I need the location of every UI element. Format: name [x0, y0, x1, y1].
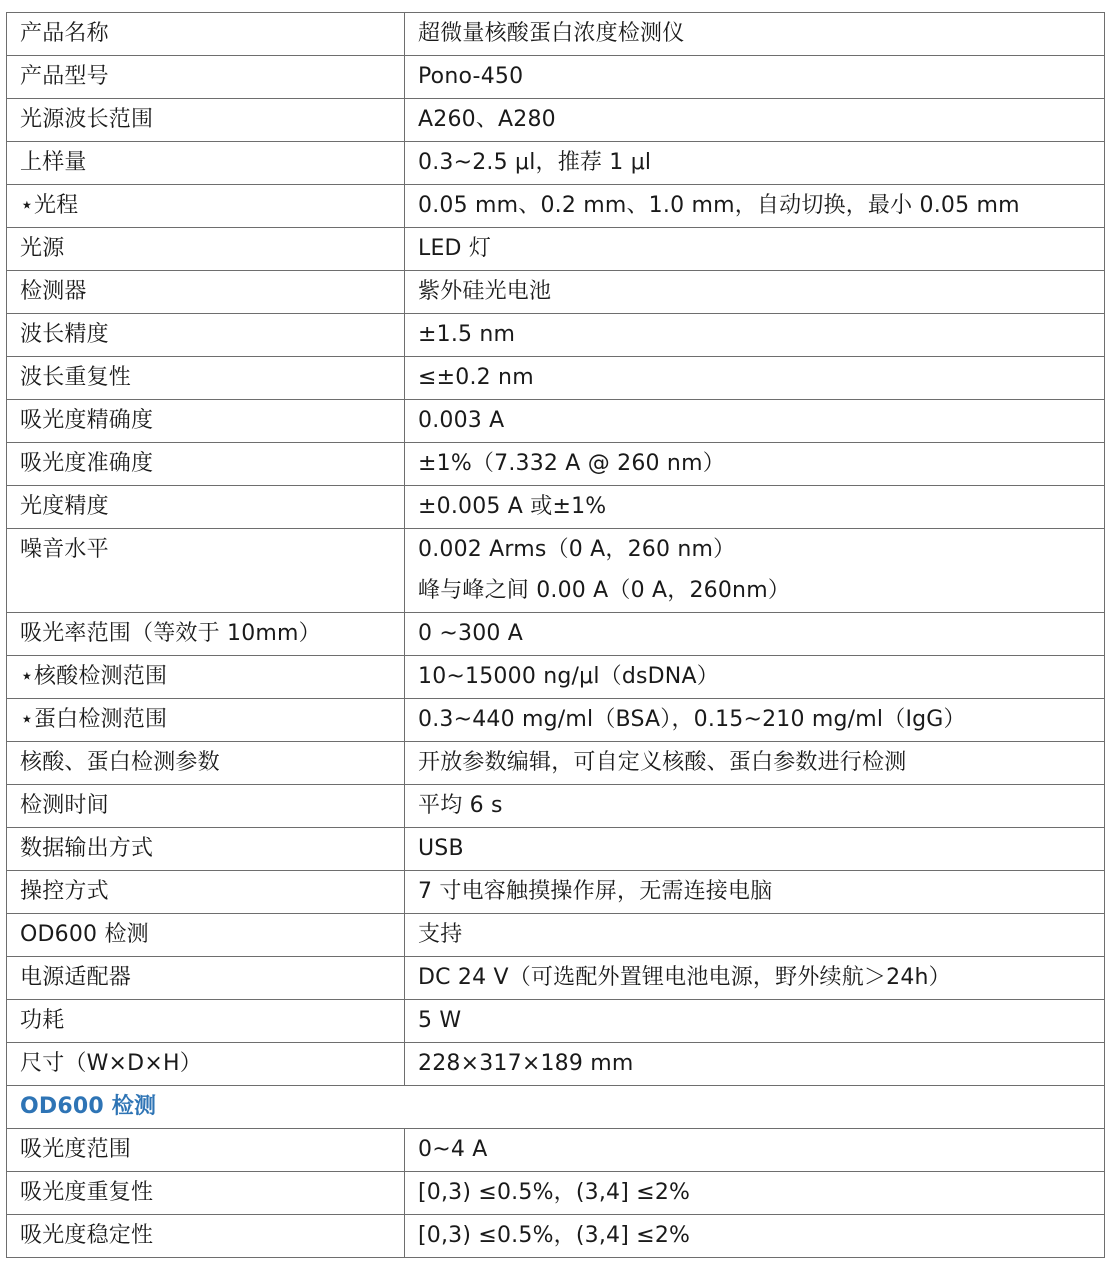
spec-label: 尺寸（W×D×H）: [7, 1043, 405, 1086]
spec-label: 吸光度准确度: [7, 443, 405, 486]
spec-label: 检测时间: [7, 785, 405, 828]
spec-label: 核酸、蛋白检测参数: [7, 742, 405, 785]
table-row: [7, 1215, 1105, 1258]
table-row: [7, 1043, 1105, 1086]
spec-label: 吸光率范围（等效于 10mm）: [7, 613, 405, 656]
spec-value: ≤±0.2 nm: [405, 357, 1105, 400]
table-row: [7, 271, 1105, 314]
spec-label: ⋆蛋白检测范围: [7, 699, 405, 742]
spec-label: 上样量: [7, 142, 405, 185]
spec-value: 0 ~300 A: [405, 613, 1105, 656]
spec-label: 产品型号: [7, 56, 405, 99]
spec-value-line: 峰与峰之间 0.00 A（0 A，260nm）: [418, 578, 791, 603]
section-title: OD600 检测: [7, 1086, 1105, 1129]
spec-label: ⋆核酸检测范围: [7, 656, 405, 699]
spec-value: [405, 529, 1105, 613]
table-row: [7, 228, 1105, 271]
table-row: [7, 1129, 1105, 1172]
spec-value: ±1%（7.332 A @ 260 nm）: [405, 443, 1105, 486]
spec-label: 检测器: [7, 271, 405, 314]
spec-value: 0~4 A: [405, 1129, 1105, 1172]
spec-value: A260、A280: [405, 99, 1105, 142]
spec-label: 波长精度: [7, 314, 405, 357]
table-row: [7, 185, 1105, 228]
spec-label: 吸光度范围: [7, 1129, 405, 1172]
spec-label: 电源适配器: [7, 957, 405, 1000]
spec-label: 光度精度: [7, 486, 405, 529]
spec-table: [6, 12, 1105, 1258]
spec-value: ±1.5 nm: [405, 314, 1105, 357]
table-row: [7, 13, 1105, 56]
table-row: [7, 656, 1105, 699]
spec-value: 平均 6 s: [405, 785, 1105, 828]
spec-value: 7 寸电容触摸操作屏，无需连接电脑: [405, 871, 1105, 914]
spec-value-line: 0.002 Arms（0 A，260 nm）: [418, 537, 736, 562]
spec-label: 吸光度重复性: [7, 1172, 405, 1215]
spec-label: 数据输出方式: [7, 828, 405, 871]
spec-value: 支持: [405, 914, 1105, 957]
spec-value: LED 灯: [405, 228, 1105, 271]
table-row: [7, 785, 1105, 828]
spec-value: 0.3~440 mg/ml（BSA），0.15~210 mg/ml（IgG）: [405, 699, 1105, 742]
table-row: [7, 828, 1105, 871]
spec-label: 光源: [7, 228, 405, 271]
table-row: [7, 142, 1105, 185]
table-row: [7, 613, 1105, 656]
spec-value: 5 W: [405, 1000, 1105, 1043]
spec-value: 0.05 mm、0.2 mm、1.0 mm，自动切换，最小 0.05 mm: [405, 185, 1105, 228]
spec-value: 超微量核酸蛋白浓度检测仪: [405, 13, 1105, 56]
spec-value: 10~15000 ng/μl（dsDNA）: [405, 656, 1105, 699]
table-row: [7, 957, 1105, 1000]
spec-value: Pono-450: [405, 56, 1105, 99]
table-row: [7, 486, 1105, 529]
spec-label: 波长重复性: [7, 357, 405, 400]
table-row: [7, 529, 1105, 613]
spec-label: 吸光度精确度: [7, 400, 405, 443]
section-header-row: [7, 1086, 1105, 1129]
spec-label: 功耗: [7, 1000, 405, 1043]
table-row: [7, 314, 1105, 357]
table-row: [7, 99, 1105, 142]
table-row: [7, 443, 1105, 486]
spec-value: 228×317×189 mm: [405, 1043, 1105, 1086]
spec-label: 光源波长范围: [7, 99, 405, 142]
spec-label: 产品名称: [7, 13, 405, 56]
spec-label: 操控方式: [7, 871, 405, 914]
spec-value: 0.3~2.5 μl，推荐 1 μl: [405, 142, 1105, 185]
table-row: [7, 699, 1105, 742]
spec-value: [0,3) ≤0.5%，(3,4] ≤2%: [405, 1172, 1105, 1215]
table-row: [7, 357, 1105, 400]
spec-value: 0.003 A: [405, 400, 1105, 443]
spec-value: USB: [405, 828, 1105, 871]
spec-label: ⋆光程: [7, 185, 405, 228]
spec-label: 吸光度稳定性: [7, 1215, 405, 1258]
table-row: [7, 871, 1105, 914]
spec-label: 噪音水平: [7, 529, 405, 613]
table-row: [7, 56, 1105, 99]
spec-value: [0,3) ≤0.5%，(3,4] ≤2%: [405, 1215, 1105, 1258]
spec-value: ±0.005 A 或±1%: [405, 486, 1105, 529]
spec-value: 紫外硅光电池: [405, 271, 1105, 314]
spec-value: DC 24 V（可选配外置锂电池电源，野外续航＞24h）: [405, 957, 1105, 1000]
spec-value: 开放参数编辑，可自定义核酸、蛋白参数进行检测: [405, 742, 1105, 785]
table-row: [7, 1000, 1105, 1043]
table-row: [7, 400, 1105, 443]
table-row: [7, 1172, 1105, 1215]
table-row: [7, 914, 1105, 957]
table-row: [7, 742, 1105, 785]
spec-label: OD600 检测: [7, 914, 405, 957]
